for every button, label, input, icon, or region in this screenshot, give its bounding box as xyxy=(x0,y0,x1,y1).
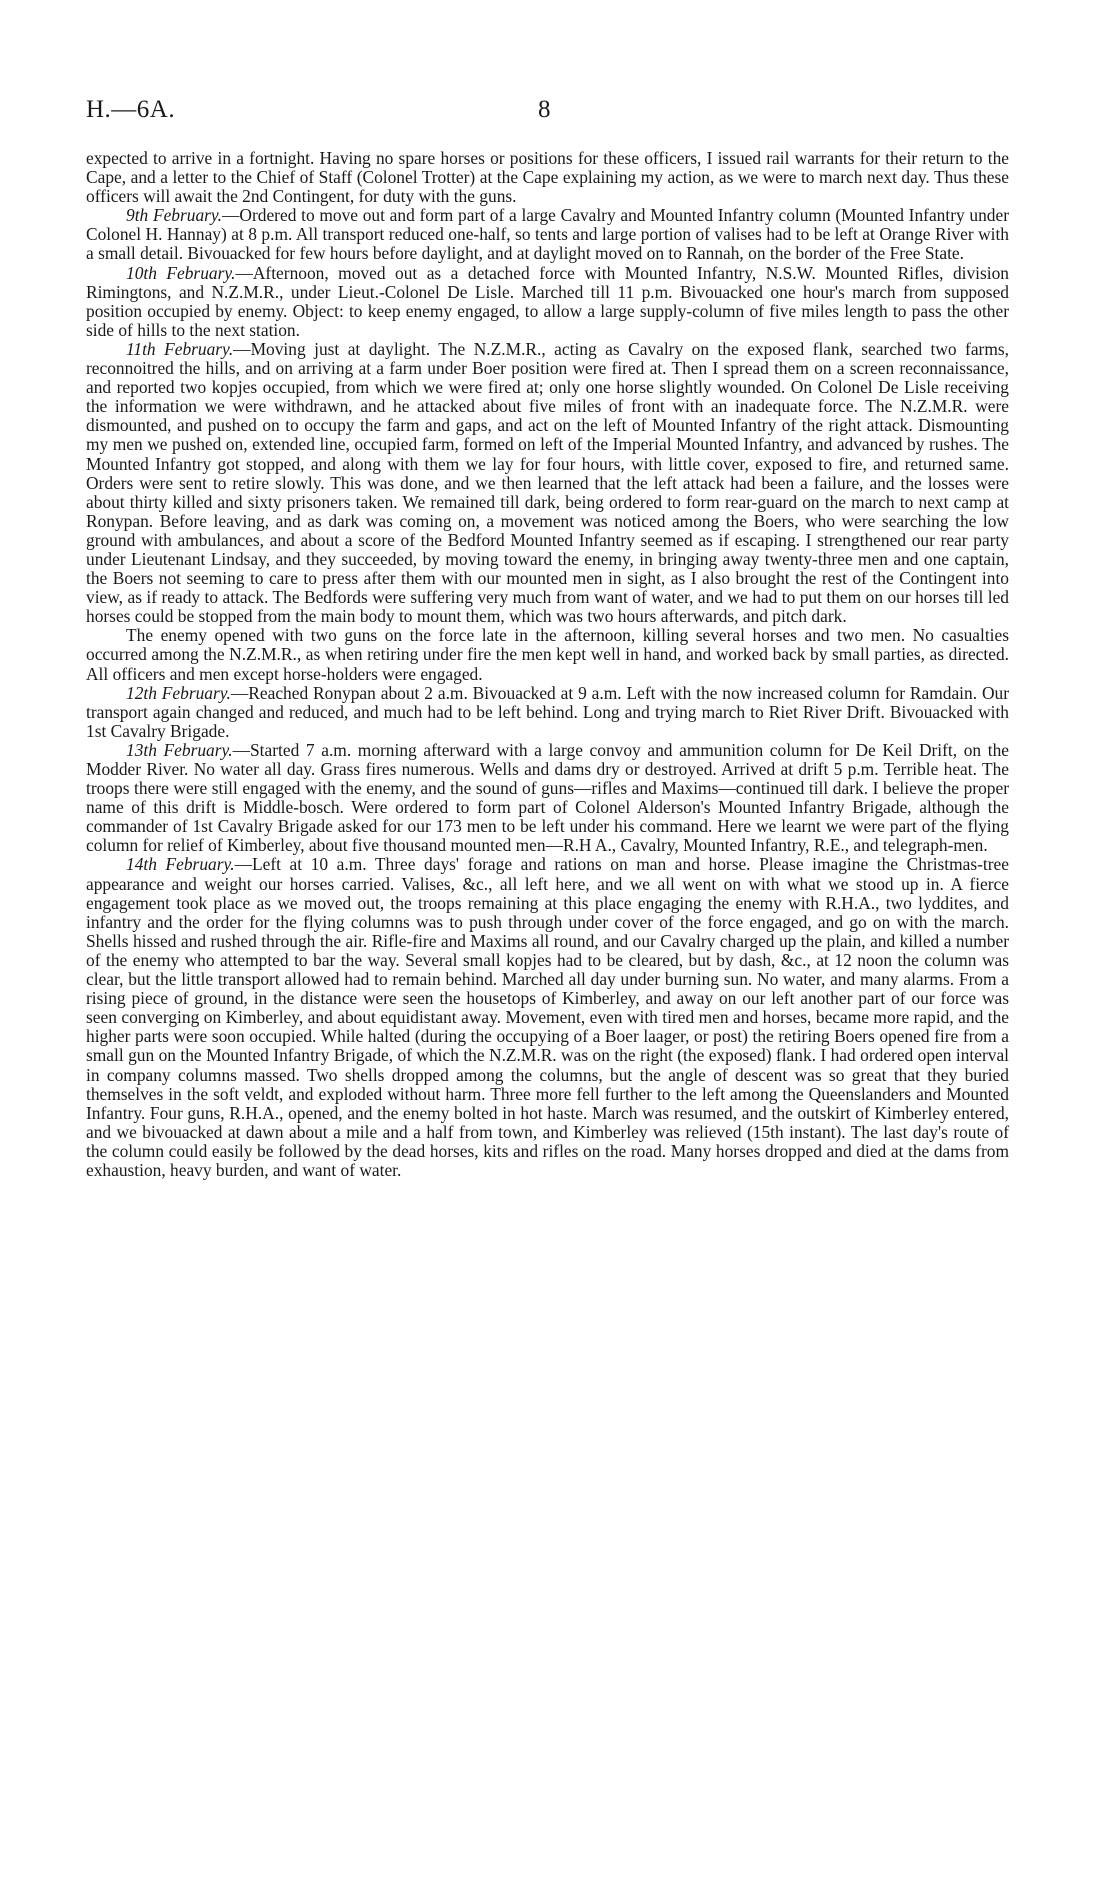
paragraph xyxy=(86,684,1009,741)
entry-date: 11th February. xyxy=(126,338,234,359)
entry-date: 13th February. xyxy=(126,739,233,760)
paragraph-text: —Started 7 a.m. morning afterward with a large convoy and ammunition column for De Keil Drift, on the Modder River. No water all day. Grass fires numerous. Wells and dams dry or destroyed. Arrived at drift 5 p.m. Terrible heat. The troops there were still engaged with the enemy, and the sound of guns—rifles and Maxims—continued till dark. I believe the proper name of this drift is Middle-bosch. Were ordered to form part of Colonel Alderson's Mounted Infantry Brigade, although the commander of 1st Cavalry Brigade asked for our 173 men to be left under his command. Here we learnt we were part of the flying column for relief of Kimberley, about five thousand mounted men—R.H A., Cavalry, Mounted Infantry, R.E., and telegraph-men. xyxy=(86,739,1010,856)
paragraph-text: expected to arrive in a fortnight. Having no spare horses or positions for these officers, I issued rail warrants for their return to the Cape, and a letter to the Chief of Staff (Colonel Trotter) at the Cape explaining my action, as we were to march next day. Thus these officers will await the 2nd Contingent, for duty with the guns. xyxy=(86,148,1009,207)
paragraph-text: The enemy opened with two guns on the force late in the afternoon, killing several horses and two men. No casualties occurred among the N.Z.M.R., as when retiring under fire the men kept well in hand, and worked back by small parties, as directed. All officers and men except horse-holders were engaged. xyxy=(86,625,1009,684)
paragraph xyxy=(86,340,1009,626)
document-reference: H.—6A. xyxy=(86,96,176,123)
paragraph-text: —Ordered to move out and form part of a large Cavalry and Mounted Infantry column (Mounted Infantry under Colonel H. Hannay) at 8 p.m. All transport reduced one-half, so tents and large portion of valises had to be left at Orange River with a small detail. Bivouacked for few hours before daylight, and at daylight moved on to Rannah, on the border of the Free State. xyxy=(86,205,1010,264)
entry-date: 10th February. xyxy=(126,262,236,283)
page-number: 8 xyxy=(538,96,551,123)
document-body xyxy=(86,149,1009,1180)
paragraph-text: —Left at 10 a.m. Three days' forage and rations on man and horse. Please imagine the Christmas-tree appearance and weight our horses carried. Valises, &c., all left here, and we all went on with what we stood up in. A fierce engagement took place as we moved out, the troops remaining at this place engaging the enemy with R.H.A., two lyddites, and infantry and the order for the flying columns was to push through under cover of the force engaged, and go on with the march. Shells hissed and rushed through the air. Rifle-fire and Maxims all round, and our Cavalry charged up the plain, and killed a number of the enemy who attempted to bar the way. Several small kopjes had to be cleared, but by dash, &c., at 12 noon the column was clear, but the little transport allowed had to remain behind. Marched all day under burning sun. No water, and many alarms. From a rising piece of ground, in the distance were seen the housetops of Kimberley, and away on our left another part of our force was seen converging on Kimberley, and about equidistant away. Movement, even with tired men and horses, became more rapid, and the higher parts were soon occupied. While halted (during the occupying of a Boer laager, or post) the retiring Boers opened fire from a small gun on the Mounted Infantry Brigade, of which the N.Z.M.R. was on the right (the exposed) flank. I had ordered open interval in company columns massed. Two shells dropped among the columns, but the angle of descent was so great that they buried themselves in the soft veldt, and exploded without harm. Three more fell further to the left among the Queenslanders and Mounted Infantry. Four guns, R.H.A., opened, and the enemy bolted in hot haste. March was resumed, and the outskirt of Kimberley entered, and we bivouacked at dawn about a mile and a half from town, and Kimberley was relieved (15th instant). The last day's route of the column could easily be followed by the dead horses, kits and rifles on the road. Many horses dropped and died at the dams from exhaustion, heavy burden, and want of water. xyxy=(86,854,1009,1180)
paragraph xyxy=(86,264,1009,340)
entry-date: 12th February. xyxy=(126,682,231,703)
paragraph xyxy=(86,855,1009,1180)
paragraph xyxy=(86,741,1009,856)
paragraph-text: —Moving just at daylight. The N.Z.M.R., acting as Cavalry on the exposed flank, searched two farms, reconnoitred the hills, and on arriving at a farm under Boer position were fired at. Then I spread them on a screen reconnaissance, and reported two kopjes occupied, from which we were fired at; only one horse slightly wounded. On Colonel De Lisle receiving the information we were withdrawn, and he attacked about five miles of front with an inadequate force. The N.Z.M.R. were dismounted, and pushed on to occupy the farm and gaps, and act on the left of Mounted Infantry of the right attack. Dismounting my men we pushed on, extended line, occupied farm, formed on left of the Imperial Mounted Infantry, and advanced by rushes. The Mounted Infantry got stopped, and along with them we lay for four hours, with little cover, exposed to fire, and returned same. Orders were sent to retire slowly. This was done, and we then learned that the left attack had been a failure, and the losses were about thirty killed and sixty prisoners taken. We remained till dark, being ordered to form rear-guard on the march to next camp at Ronypan. Before leaving, and as dark was coming on, a movement was noticed among the Boers, who were searching the low ground with ambulances, and about a score of the Bedford Mounted Infantry seemed as if escaping. I strengthened our rear party under Lieutenant Lindsay, and they succeeded, by moving toward the enemy, in bringing away twenty-three men and one captain, the Boers not seeming to care to press after them with our mounted men in sight, as I also brought the rest of the Contingent into view, as if ready to attack. The Bedfords were suffering very much from want of water, and we had to put them on our horses till led horses could be stopped from the main body to mount them, which was two hours afterwards, and pitch dark. xyxy=(86,338,1009,627)
paragraph-text: —Reached Ronypan about 2 a.m. Bivouacked at 9 a.m. Left with the now increased column for Ramdain. Our transport again changed and reduced, and much had to be left behind. Long and trying march to Riet River Drift. Bivouacked with 1st Cavalry Brigade. xyxy=(86,682,1009,741)
paragraph xyxy=(86,149,1009,206)
paragraph xyxy=(86,626,1009,683)
paragraph xyxy=(86,206,1009,263)
page-header xyxy=(86,96,1028,132)
entry-date: 14th February. xyxy=(126,854,235,875)
paragraph-text: —Afternoon, moved out as a detached force with Mounted Infantry, N.S.W. Mounted Rifles, division Rimingtons, and N.Z.M.R., under Lieut.-Colonel De Lisle. Marched till 11 p.m. Bivouacked one hour's march from supposed position occupied by enemy. Object: to keep enemy engaged, to allow a large supply-column of five miles length to pass the other side of hills to the next station. xyxy=(86,262,1009,340)
entry-date: 9th February. xyxy=(126,205,223,226)
